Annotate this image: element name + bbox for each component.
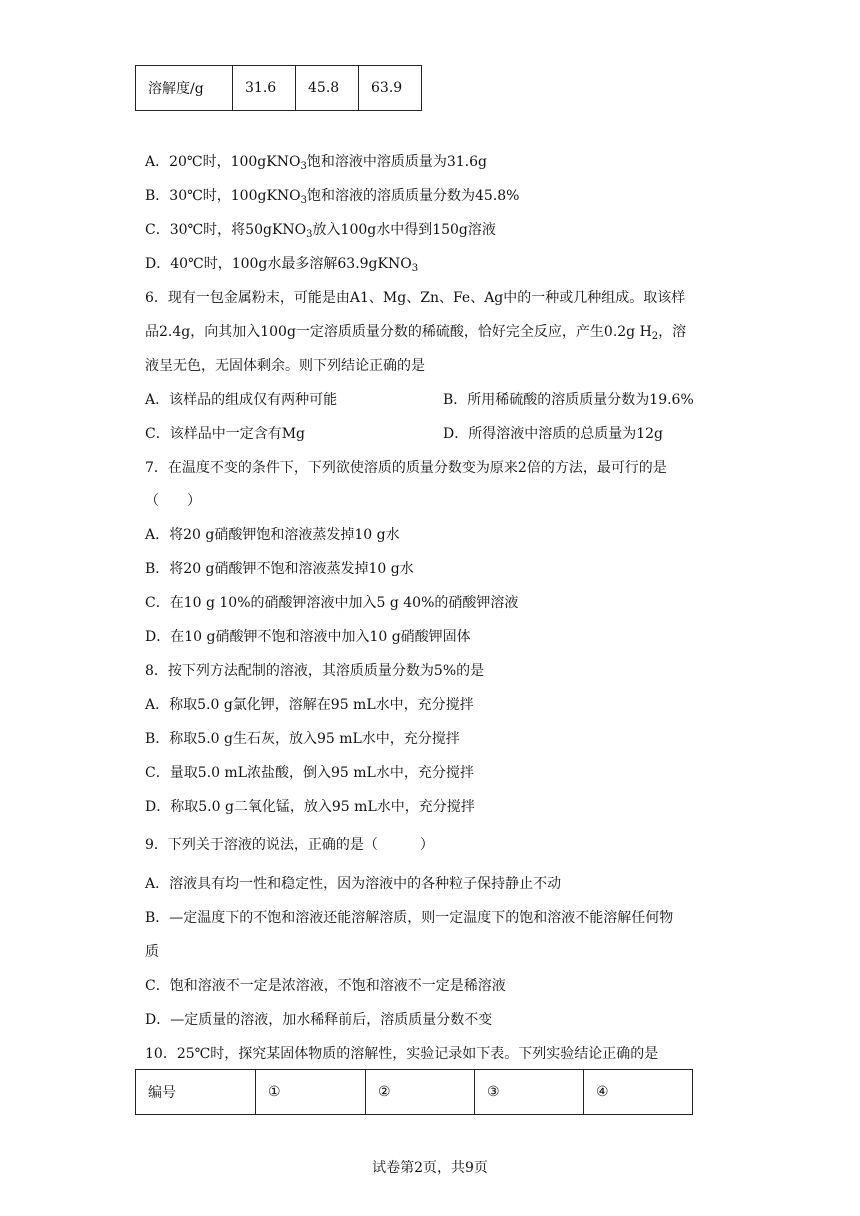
q8-option-d: D．称取5.0 g二氧化锰，放入95 mL水中，充分搅拌: [145, 799, 475, 815]
q5-option-d: [145, 254, 418, 274]
table-cell: 31.6: [233, 66, 296, 111]
table-row: [136, 66, 422, 111]
table-cell: ④: [584, 1070, 693, 1115]
q9-option-d: D．—定质量的溶液，加水稀释前后，溶质质量分数不变: [145, 1012, 493, 1028]
table-cell: ①: [256, 1070, 366, 1115]
q10-stem: 10．25℃时，探究某固体物质的溶解性，实验记录如下表。下列实验结论正确的是: [145, 1046, 659, 1062]
subscript: 3: [300, 195, 308, 206]
text: ，溶: [658, 324, 687, 340]
q6-option-c: C．该样品中一定含有Mg: [145, 426, 306, 442]
text: A．20℃时，100gKNO: [145, 154, 301, 170]
q9-stem: 9．下列关于溶液的说法，正确的是（ ）: [145, 837, 434, 853]
q8-option-c: C．量取5.0 mL浓盐酸，倒入95 mL水中，充分搅拌: [145, 765, 474, 781]
q5-option-c: [145, 220, 496, 240]
text: B．30℃时，100gKNO: [145, 188, 301, 204]
q7-option-a: A．将20 g硝酸钾饱和溶液蒸发掉10 g水: [145, 527, 400, 543]
table-cell: 编号: [136, 1070, 256, 1115]
text: 饱和溶液中溶质质量为31.6g: [306, 154, 487, 170]
q7-stem-line1: 7．在温度不变的条件下，下列欲使溶质的质量分数变为原来2倍的方法，最可行的是: [145, 460, 667, 476]
table-cell: ②: [366, 1070, 475, 1115]
subscript: 3: [306, 229, 313, 240]
q9-option-b-line2: 质: [145, 944, 159, 960]
table-cell: 溶解度/g: [136, 66, 233, 111]
experiment-table: [135, 1069, 693, 1115]
q7-stem-line2: （ ）: [145, 493, 201, 509]
q9-option-c: C．饱和溶液不一定是浓溶液，不饱和溶液不一定是稀溶液: [145, 978, 506, 994]
text: 饱和溶液的溶质质量分数为45.8%: [307, 188, 520, 204]
table-cell: ③: [475, 1070, 584, 1115]
table-cell: 63.9: [359, 66, 422, 111]
table-row: [136, 1070, 693, 1115]
q5-option-a: [145, 152, 487, 172]
q6-stem-line2: [145, 322, 686, 342]
text: D．40℃时，100g水最多溶解63.9gKNO: [145, 256, 412, 272]
solubility-table: [135, 65, 422, 111]
q8-option-a: A．称取5.0 g氯化钾，溶解在95 mL水中，充分搅拌: [145, 697, 474, 713]
text: C．30℃时，将50gKNO: [145, 222, 307, 238]
text: 品2.4g，向其加入100g一定溶质质量分数的稀硫酸，恰好完全反应，产生0.2g H: [145, 324, 652, 340]
q6-stem-line1: 6．现有一包金属粉末，可能是由A1、Mg、Zn、Fe、Ag中的一种或几种组成。取该样: [145, 290, 686, 306]
q5-option-b: [145, 186, 520, 206]
q6-stem-line3: 液呈无色，无固体剩余。则下列结论正确的是: [145, 358, 425, 374]
q6-option-d: D．所得溶液中溶质的总质量为12g: [443, 426, 664, 442]
q9-option-a: A．溶液具有均一性和稳定性，因为溶液中的各种粒子保持静止不动: [145, 876, 562, 892]
q6-option-a: A．该样品的组成仅有两种可能: [145, 392, 338, 408]
q8-option-b: B．称取5.0 g生石灰，放入95 mL水中，充分搅拌: [145, 731, 460, 747]
q9-option-b-line1: B．—定温度下的不饱和溶液还能溶解溶质，则一定温度下的饱和溶液不能溶解任何物: [145, 910, 674, 926]
q6-option-b: B．所用稀硫酸的溶质质量分数为19.6%: [443, 392, 694, 408]
subscript: 3: [411, 263, 419, 274]
page-footer: 试卷第2页，共9页: [372, 1160, 488, 1176]
q7-option-b: B．将20 g硝酸钾不饱和溶液蒸发掉10 g水: [145, 561, 414, 577]
text: 放入100g水中得到150g溶液: [312, 222, 496, 238]
table-cell: 45.8: [296, 66, 359, 111]
q7-option-d: D．在10 g硝酸钾不饱和溶液中加入10 g硝酸钾固体: [145, 629, 471, 645]
subscript: 2: [651, 331, 659, 342]
subscript: 3: [300, 161, 307, 172]
q7-option-c: C．在10 g 10%的硝酸钾溶液中加入5 g 40%的硝酸钾溶液: [145, 595, 519, 611]
q8-stem: 8．按下列方法配制的溶液，其溶质质量分数为5%的是: [145, 663, 485, 679]
